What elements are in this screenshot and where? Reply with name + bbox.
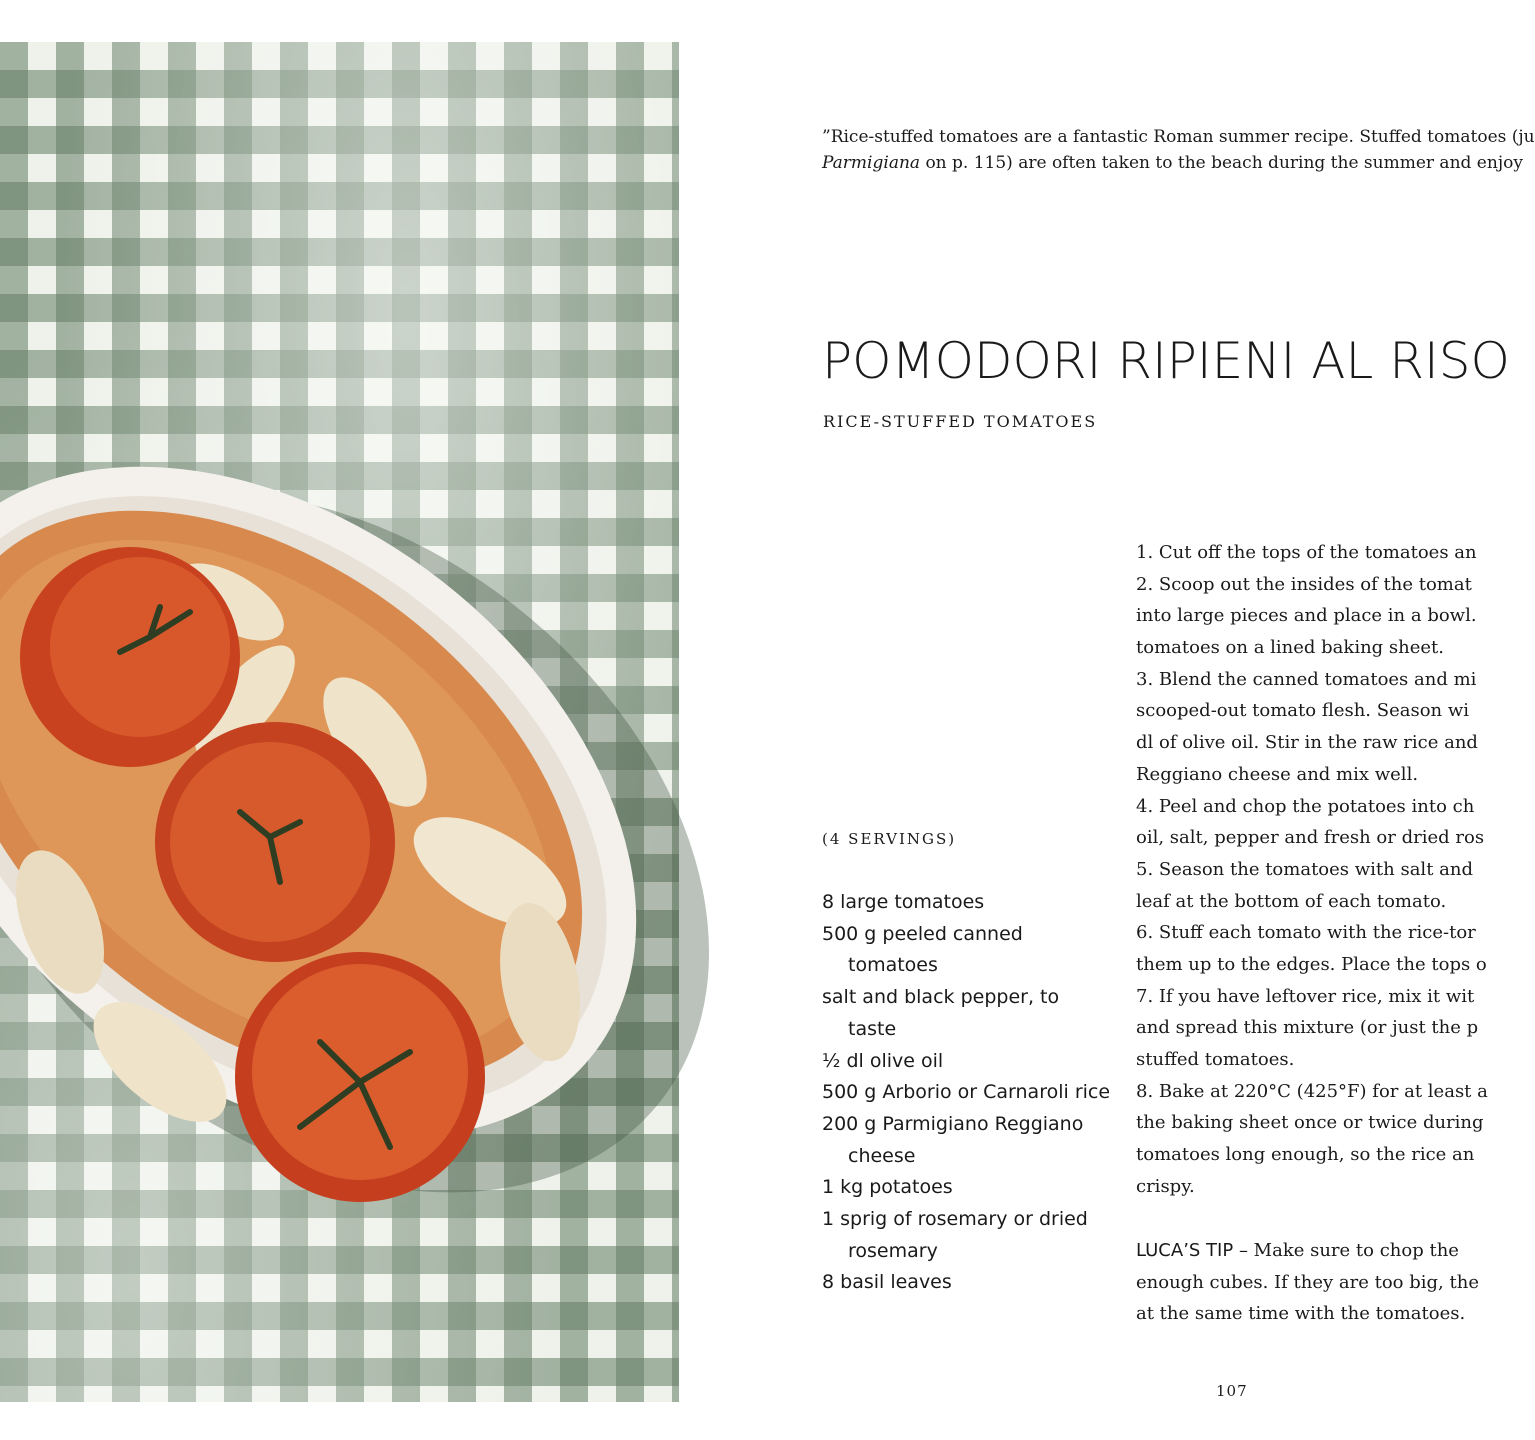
method-line: 2. Scoop out the insides of the tomat: [1136, 573, 1472, 595]
intro-line-2-rest: on p. 115) are often taken to the beach during the summer and enjoy: [920, 153, 1523, 173]
method-line: crispy.: [1136, 1175, 1195, 1197]
page-number: 107: [1216, 1382, 1248, 1400]
method-line: leaf at the bottom of each tomato.: [1136, 890, 1447, 912]
method-line: the baking sheet once or twice during: [1136, 1112, 1484, 1134]
intro-paragraph: [822, 124, 1535, 176]
method-line: Reggiano cheese and mix well.: [1136, 763, 1419, 785]
method-line: oil, salt, pepper and fresh or dried ros: [1136, 827, 1485, 849]
tip-label: LUCA’S TIP: [1136, 1240, 1234, 1261]
ingredient-item: 1 sprig of rosemary or dried rosemary: [822, 1208, 1088, 1262]
baking-dish-illustration: [0, 42, 679, 1402]
method-line: and spread this mixture (or just the p: [1136, 1017, 1479, 1039]
ingredient-item: 8 large tomatoes: [822, 891, 985, 913]
recipe-photo: [0, 42, 679, 1402]
ingredients-list: [822, 887, 1112, 1299]
recipe-title: POMODORI RIPIENI AL RISO: [822, 332, 1510, 390]
method-line: 7. If you have leftover rice, mix it wit: [1136, 985, 1475, 1007]
ingredient-item: 200 g Parmigiano Reggiano cheese: [822, 1112, 1084, 1167]
intro-italic-reference: Parmigiana: [822, 153, 921, 173]
ingredient-item: ½ dl olive oil: [822, 1049, 944, 1072]
method-line: them up to the edges. Place the tops o: [1136, 953, 1487, 975]
servings-label: (4 SERVINGS): [822, 830, 957, 848]
method-line: 5. Season the tomatoes with salt and: [1136, 858, 1473, 880]
method-steps: [1136, 537, 1488, 1202]
method-line: 4. Peel and chop the potatoes into ch: [1136, 795, 1475, 817]
intro-line-2: [822, 150, 1523, 176]
method-line: into large pieces and place in a bowl.: [1136, 605, 1477, 627]
method-line: 8. Bake at 220°C (425°F) for at least a: [1136, 1080, 1488, 1102]
method-line: 3. Blend the canned tomatoes and mi: [1136, 668, 1477, 690]
ingredient-item: 500 g peeled canned tomatoes: [822, 922, 1023, 977]
method-line: dl of olive oil. Stir in the raw rice and: [1136, 732, 1478, 754]
ingredient-item: salt and black pepper, to taste: [822, 986, 1060, 1040]
method-line: stuffed tomatoes.: [1136, 1049, 1295, 1070]
intro-line-1: ”Rice-stuffed tomatoes are a fantastic Roman summer recipe. Stuffed tomatoes (ju: [822, 127, 1535, 147]
tip-line-3: at the same time with the tomatoes.: [1136, 1303, 1466, 1325]
method-line: tomatoes long enough, so the rice an: [1136, 1144, 1475, 1166]
method-line: 6. Stuff each tomato with the rice-tor: [1136, 922, 1476, 944]
method-line: 1. Cut off the tops of the tomatoes an: [1136, 542, 1477, 563]
method-line: tomatoes on a lined baking sheet.: [1136, 637, 1445, 659]
ingredient-item: 1 kg potatoes: [822, 1176, 953, 1199]
recipe-subtitle: RICE-STUFFED TOMATOES: [823, 412, 1098, 431]
lucas-tip: [1136, 1235, 1479, 1330]
tip-line-2: enough cubes. If they are too big, the: [1136, 1271, 1479, 1293]
method-line: scooped-out tomato flesh. Season wi: [1136, 700, 1470, 722]
ingredient-item: 500 g Arborio or Carnaroli rice: [822, 1081, 1111, 1104]
ingredient-item: 8 basil leaves: [822, 1271, 952, 1294]
tip-line-1: – Make sure to chop the: [1233, 1240, 1459, 1261]
